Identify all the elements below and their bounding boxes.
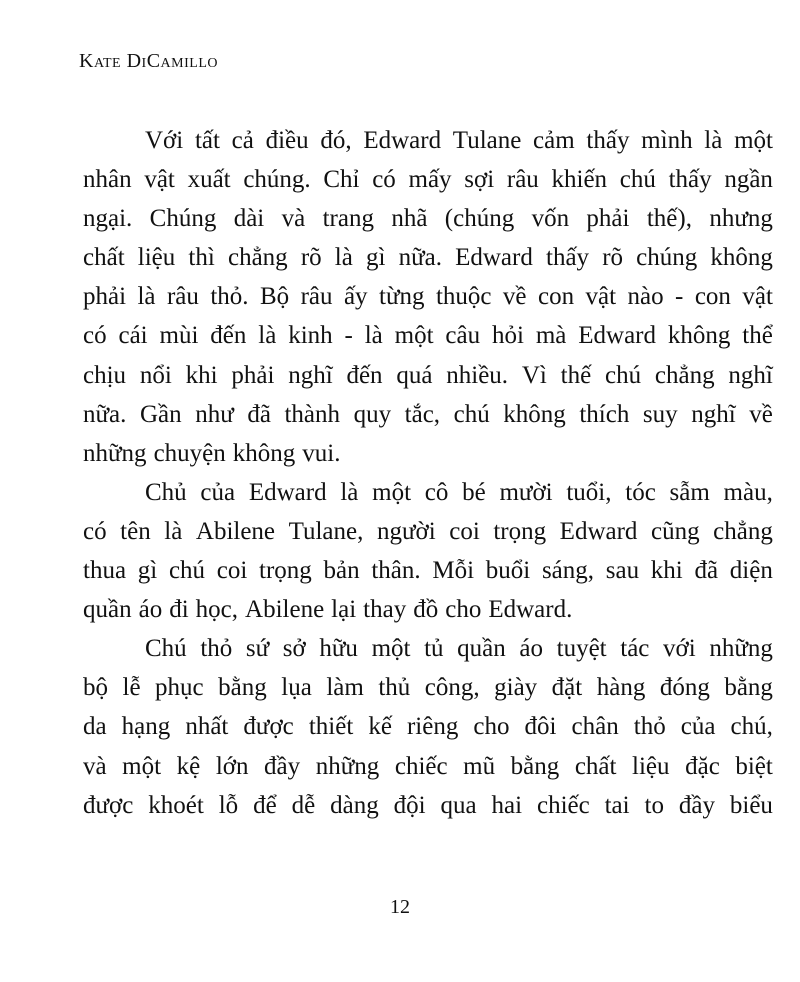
word: - xyxy=(675,283,684,311)
text-line xyxy=(83,434,773,473)
word: thế), xyxy=(646,205,692,233)
word: coi xyxy=(449,517,480,545)
word: chân xyxy=(571,713,619,741)
word: của xyxy=(200,478,236,506)
word: và xyxy=(83,752,107,780)
word: đội xyxy=(393,791,426,819)
word: thì xyxy=(188,244,215,272)
word: học, xyxy=(195,596,239,624)
word: để xyxy=(253,791,277,819)
word: là xyxy=(364,322,383,350)
text-line xyxy=(83,473,773,512)
word: khiến xyxy=(551,166,608,194)
word: từng xyxy=(379,283,425,311)
word: biệt xyxy=(735,752,773,780)
word: chuyện xyxy=(153,439,226,467)
word: Abilene xyxy=(245,596,325,624)
running-header-author: Kate DiCamillo xyxy=(79,50,218,72)
word: Edward xyxy=(559,517,638,545)
word: Edward. xyxy=(488,596,573,624)
word: thủ xyxy=(378,674,411,702)
word: rõ xyxy=(602,244,624,272)
word: chẳng xyxy=(713,517,773,545)
text-line xyxy=(83,316,773,355)
word: dàng xyxy=(330,791,379,819)
word: chịu xyxy=(83,361,127,389)
word: Vì xyxy=(521,361,547,389)
word: trang xyxy=(322,205,374,233)
word: buổi xyxy=(485,557,531,585)
word: thế xyxy=(560,361,592,389)
word: cô xyxy=(424,478,449,506)
word: tên xyxy=(120,517,151,545)
word: tủ xyxy=(424,635,444,663)
word: xuất xyxy=(187,166,231,194)
word: điều xyxy=(265,127,309,154)
word: đến xyxy=(346,361,383,389)
word: trọng xyxy=(259,557,312,585)
text-line xyxy=(83,121,773,160)
word: vốn xyxy=(531,205,570,233)
word: và xyxy=(281,205,306,233)
word: kế xyxy=(368,713,392,741)
word: cho xyxy=(445,596,482,624)
text-line xyxy=(83,277,773,316)
word: bằng xyxy=(510,752,560,780)
word: nhã xyxy=(391,205,428,233)
word: lễ xyxy=(122,674,141,702)
word: chẳng xyxy=(654,361,715,389)
word: ấy xyxy=(343,283,368,311)
word: là xyxy=(164,517,183,545)
word: vật xyxy=(742,283,773,311)
word: nữa. xyxy=(83,400,127,428)
word: hạng xyxy=(121,713,171,741)
word: diện xyxy=(729,557,773,585)
word: đặt xyxy=(551,674,583,702)
word: thỏ xyxy=(200,635,233,663)
word: quần xyxy=(83,596,132,624)
word: kinh xyxy=(288,322,333,350)
word: không xyxy=(232,439,296,467)
word: công, xyxy=(424,674,480,702)
text-line xyxy=(83,668,773,707)
word: Edward xyxy=(578,322,656,350)
word: tuổi, xyxy=(566,478,612,506)
word: thích xyxy=(579,400,630,428)
word: chúng. xyxy=(243,166,311,194)
word: đóng xyxy=(659,674,710,702)
word: bằng xyxy=(724,674,773,702)
text-line xyxy=(83,199,773,238)
word: rõ xyxy=(300,244,322,272)
word: cảm xyxy=(533,127,575,154)
text-line xyxy=(83,707,773,746)
word: khi xyxy=(650,557,683,585)
word: đi xyxy=(169,596,189,624)
word: riêng xyxy=(406,713,459,741)
text-line xyxy=(83,551,773,590)
word: lớn xyxy=(215,752,249,780)
word: hàng xyxy=(596,674,646,702)
word: quá xyxy=(396,361,433,389)
word: phải xyxy=(83,283,127,311)
word: đặc xyxy=(685,752,720,780)
word: Chú xyxy=(145,635,187,663)
word: con xyxy=(537,283,575,311)
word: mùi xyxy=(159,322,199,350)
word: chiếc xyxy=(394,752,448,780)
word: tắc, xyxy=(404,400,441,428)
word: nào xyxy=(627,283,664,311)
word: áo xyxy=(138,596,163,624)
word: thấy xyxy=(586,127,630,154)
word: nhiều. xyxy=(446,361,509,389)
word: thấy xyxy=(546,244,590,272)
text-line xyxy=(83,747,773,786)
word: nhất xyxy=(185,713,229,741)
word: phải xyxy=(231,361,275,389)
word: có xyxy=(372,166,396,194)
word: Edward xyxy=(248,478,327,506)
word: Chủ xyxy=(145,478,187,506)
word: chiếc xyxy=(536,791,590,819)
word: coi xyxy=(216,557,248,585)
word: thay xyxy=(363,596,407,624)
word: qua xyxy=(440,791,477,819)
word: cả xyxy=(231,127,254,154)
word: chú xyxy=(619,166,656,194)
word: dễ xyxy=(291,791,316,819)
word: có xyxy=(83,322,107,350)
word: được xyxy=(83,791,134,819)
word: đầy xyxy=(678,791,715,819)
word: tuyệt xyxy=(556,635,607,663)
word: dài xyxy=(233,205,265,233)
word: sở xyxy=(282,635,306,663)
word: nghĩ xyxy=(728,361,773,389)
word: chú xyxy=(168,557,206,585)
word: biểu xyxy=(729,791,773,819)
word: cho xyxy=(473,713,510,741)
word: cái xyxy=(118,322,148,350)
text-line xyxy=(83,786,773,825)
word: mười xyxy=(499,478,553,506)
word: đồ xyxy=(413,596,439,624)
word: không xyxy=(503,400,566,428)
text-line xyxy=(83,356,773,395)
word: giày xyxy=(494,674,538,702)
word: những xyxy=(709,635,773,663)
word: một xyxy=(394,322,434,350)
text-line xyxy=(83,238,773,277)
word: thuộc xyxy=(435,283,492,311)
word: thỏ xyxy=(633,713,666,741)
word: không xyxy=(710,244,773,272)
word: đến xyxy=(210,322,247,350)
word: con xyxy=(694,283,731,311)
word: cũng xyxy=(650,517,700,545)
word: Chúng xyxy=(149,205,217,233)
word: nổi xyxy=(139,361,172,389)
word: lỗ xyxy=(218,791,239,819)
word: chúng xyxy=(636,244,698,272)
word: phục xyxy=(155,674,204,702)
word: mũ xyxy=(463,752,496,780)
word: nhưng xyxy=(709,205,773,233)
word: quy xyxy=(353,400,392,428)
word: quần xyxy=(457,635,506,663)
word: với xyxy=(663,635,696,663)
word: nữa. xyxy=(398,244,442,272)
word: chú, xyxy=(730,713,773,741)
word: sẫm xyxy=(669,478,710,506)
word: vật xyxy=(585,283,617,311)
word: đầy xyxy=(264,752,301,780)
word: bộ xyxy=(83,674,108,702)
word: Bộ xyxy=(259,283,290,311)
word: nghĩ xyxy=(288,361,333,389)
word: những xyxy=(83,439,147,467)
word: mình xyxy=(641,127,693,154)
text-line xyxy=(83,160,773,199)
page-number: 12 xyxy=(390,896,410,918)
word: Abilene xyxy=(195,517,276,545)
word: là xyxy=(137,283,156,311)
word: là xyxy=(258,322,277,350)
word: chú xyxy=(604,361,642,389)
word: hai xyxy=(491,791,523,819)
word: của xyxy=(680,713,716,741)
word: vật xyxy=(144,166,175,194)
word: liệu xyxy=(137,244,176,272)
word: mấy xyxy=(408,166,452,194)
word: chú xyxy=(453,400,490,428)
word: bản xyxy=(323,557,360,585)
word: màu, xyxy=(723,478,773,506)
word: hữu xyxy=(319,635,358,663)
word: là xyxy=(340,478,359,506)
word: râu xyxy=(166,283,199,311)
text-line xyxy=(83,512,773,551)
word: tất xyxy=(194,127,220,154)
word: một xyxy=(371,635,411,663)
word: gì xyxy=(365,244,386,272)
word: người xyxy=(376,517,436,545)
word: nghĩ xyxy=(691,400,736,428)
word: sau xyxy=(605,557,640,585)
word: áo xyxy=(519,635,544,663)
word: Chỉ xyxy=(323,166,360,194)
word: bé xyxy=(462,478,486,506)
word: khoét xyxy=(148,791,204,819)
text-line xyxy=(83,590,773,629)
word: về xyxy=(502,283,527,311)
word: là xyxy=(334,244,353,272)
word: hỏi xyxy=(492,322,524,350)
word: da xyxy=(83,713,107,741)
word: không xyxy=(667,322,731,350)
word: nhân xyxy=(83,166,132,194)
word: một xyxy=(734,127,773,154)
word: thua xyxy=(83,557,127,585)
word: một xyxy=(372,478,412,506)
word: mà xyxy=(535,322,567,350)
word: thỏ. xyxy=(210,283,249,311)
word: vui. xyxy=(302,439,341,467)
word: lụa xyxy=(281,674,312,702)
word: chẳng xyxy=(227,244,288,272)
word: thể xyxy=(742,322,773,350)
word: sứ xyxy=(245,635,270,663)
body-text xyxy=(83,121,773,825)
word: như xyxy=(195,400,234,428)
word: ngần xyxy=(724,166,773,194)
word: Edward xyxy=(455,244,533,272)
word: được xyxy=(243,713,294,741)
word: - xyxy=(344,322,353,350)
word: đã xyxy=(694,557,719,585)
word: đôi xyxy=(524,713,557,741)
word: sợi xyxy=(464,166,495,194)
word: tác xyxy=(620,635,650,663)
word: thân. xyxy=(371,557,421,585)
word: thành xyxy=(284,400,341,428)
word: sáng, xyxy=(541,557,595,585)
word: một xyxy=(122,752,162,780)
word: to xyxy=(644,791,664,819)
word: về xyxy=(749,400,773,428)
word: phải xyxy=(586,205,630,233)
word: Mỗi xyxy=(432,557,475,585)
word: Với xyxy=(145,127,184,154)
word: đó, xyxy=(320,127,352,154)
word: chất xyxy=(83,244,125,272)
word: làm xyxy=(326,674,364,702)
word: đã xyxy=(247,400,271,428)
word: thiết xyxy=(308,713,354,741)
word: (chúng xyxy=(444,205,515,233)
word: có xyxy=(83,517,107,545)
word: ngại. xyxy=(83,205,133,233)
word: gì xyxy=(137,557,158,585)
word: bằng xyxy=(218,674,267,702)
text-line xyxy=(83,395,773,434)
word: Gần xyxy=(139,400,182,428)
word: lại xyxy=(331,596,357,624)
word: râu xyxy=(506,166,539,194)
word: suy xyxy=(642,400,678,428)
word: râu xyxy=(300,283,333,311)
word: tóc xyxy=(625,478,656,506)
word: liệu xyxy=(632,752,670,780)
word: Edward xyxy=(363,127,442,154)
word: câu xyxy=(445,322,481,350)
word: Tulane, xyxy=(288,517,364,545)
word: Tulane xyxy=(452,127,522,154)
word: trọng xyxy=(493,517,547,545)
word: tai xyxy=(604,791,630,819)
word: những xyxy=(315,752,380,780)
word: kệ xyxy=(176,752,201,780)
word: chất xyxy=(574,752,617,780)
text-line xyxy=(83,629,773,668)
word: thấy xyxy=(668,166,712,194)
word: khi xyxy=(185,361,218,389)
word: là xyxy=(704,127,723,154)
